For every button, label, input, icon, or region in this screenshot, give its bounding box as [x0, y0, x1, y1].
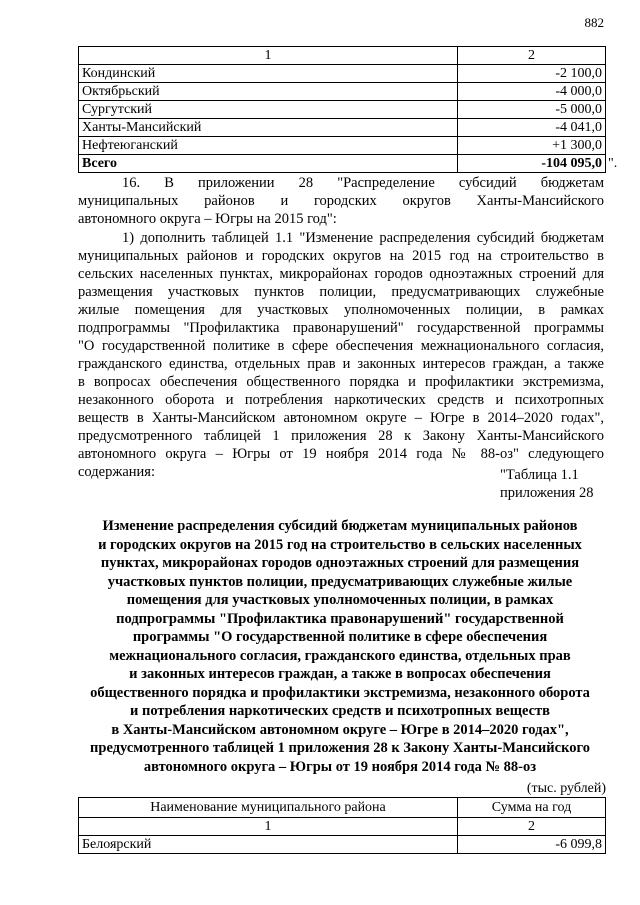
col-number-2: 2 — [458, 47, 606, 65]
heading-line: межнационального согласия, гражданского единства, отдельных прав — [109, 647, 571, 664]
total-label: Всего — [79, 155, 458, 173]
table-row — [79, 65, 606, 83]
heading-line: программы "О государственной политике в сфере обеспечения — [132, 629, 548, 645]
col-number-2: 2 — [458, 818, 606, 836]
heading-line: и потребления наркотических средств и психотропных веществ — [129, 703, 550, 719]
text-line: незаконного оборота и потребления наркотических средств и психотропных — [78, 392, 604, 408]
row-name: Нефтеюганский — [79, 137, 458, 155]
total-row — [79, 155, 606, 173]
table-row — [79, 836, 606, 854]
text-line: предусмотренного таблицей 1 приложения 28 к Закону Ханты-Мансийского — [78, 428, 604, 444]
row-name: Сургутский — [79, 101, 458, 119]
top-table — [78, 46, 606, 173]
column-header-name: Наименование муниципального района — [79, 798, 458, 818]
page-number: 882 — [584, 15, 604, 30]
text-line: муниципальных районов и городских округов Ханты-Мансийского — [78, 193, 604, 209]
text-line: сельских населенных пунктах, микрорайонах городов одноэтажных строений для — [78, 266, 604, 282]
caption-line: приложения 28 — [500, 485, 594, 501]
text-line: веществ в Ханты-Мансийском автономном округе – Югре в 2014–2020 годах", — [78, 410, 604, 426]
table-heading — [70, 517, 610, 776]
text-line: 16. В приложении 28 "Распределение субсидий бюджетам — [122, 175, 604, 191]
heading-line: помещения для участковых уполномоченных полиции, в рамках — [126, 592, 554, 608]
row-name: Октябрьский — [79, 83, 458, 101]
text-line: жилые помещения для участковых уполномоченных полиции, в рамках — [78, 302, 604, 318]
text-line: автономного округа – Югры на 2015 год": — [78, 211, 337, 227]
heading-line: Изменение распределения субсидий бюджетам муниципальных районов — [102, 518, 578, 534]
heading-line: и городских округов на 2015 год на строительство в сельских населенных — [98, 536, 582, 553]
row-value: -4 041,0 — [458, 119, 606, 137]
table-row — [79, 119, 606, 137]
row-value: -6 099,8 — [458, 836, 606, 854]
heading-line: пунктах, микрорайонах городов одноэтажных строений для размещения — [100, 555, 580, 571]
col-number-1: 1 — [79, 818, 458, 836]
table-row — [79, 83, 606, 101]
heading-line: в Ханты-Мансийском автономном округе – Югре в 2014–2020 годах", — [111, 721, 569, 738]
row-value: +1 300,0 — [458, 137, 606, 155]
total-value: -104 095,0 — [458, 155, 606, 173]
table-row — [79, 101, 606, 119]
row-name: Белоярский — [79, 836, 458, 854]
table-caption — [500, 466, 610, 502]
col-number-1: 1 — [79, 47, 458, 65]
bottom-table — [78, 797, 606, 854]
heading-line: подпрограммы "Профилактика правонарушений" государственной — [116, 610, 564, 627]
heading-line: автономного округа – Югры от 19 ноября 2014 года № 88-оз — [143, 758, 537, 775]
row-value: -5 000,0 — [458, 101, 606, 119]
caption-line: "Таблица 1.1 — [500, 467, 579, 483]
unit-label: (тыс. рублей) — [526, 781, 606, 796]
heading-line: участковых пунктов полиции, предусматривающих служебные жилые — [107, 573, 573, 590]
text-line: размещения участковых пунктов полиции, предусматривающих служебные — [78, 284, 604, 300]
heading-line: предусмотренного таблицей 1 приложения 28 к Закону Ханты-Мансийского — [90, 740, 590, 756]
row-value: -4 000,0 — [458, 83, 606, 101]
row-value: -2 100,0 — [458, 65, 606, 83]
table-closing-quote: ". — [608, 156, 618, 171]
paragraph-1 — [78, 229, 604, 481]
text-line: содержания: — [78, 464, 156, 480]
text-line: подпрограммы "Профилактика правонарушений" государственной программы — [78, 320, 604, 336]
text-line: автономного округа – Югры от 19 ноября 2014 года № 88-оз" следующего — [78, 446, 604, 462]
text-line: гражданского единства, отдельных прав и законных интересов граждан, а также — [78, 356, 604, 372]
text-line: 1) дополнить таблицей 1.1 "Изменение распределения субсидий бюджетам — [122, 230, 604, 246]
heading-line: и законных интересов граждан, а также в вопросах обеспечения — [129, 666, 551, 682]
row-name: Кондинский — [79, 65, 458, 83]
row-name: Ханты-Мансийский — [79, 119, 458, 137]
paragraph-16 — [78, 174, 604, 228]
text-line: муниципальных районов и городских округов на 2015 год на строительство в — [78, 248, 604, 264]
text-line: "О государственной политике в сфере обеспечения межнационального согласия, — [78, 338, 604, 354]
text-line: в вопросах обеспечения общественного порядка и профилактики экстремизма, — [78, 374, 604, 390]
table-row — [79, 137, 606, 155]
column-header-sum: Сумма на год — [458, 798, 606, 818]
heading-line: общественного порядка и профилактики экстремизма, незаконного оборота — [90, 684, 590, 701]
